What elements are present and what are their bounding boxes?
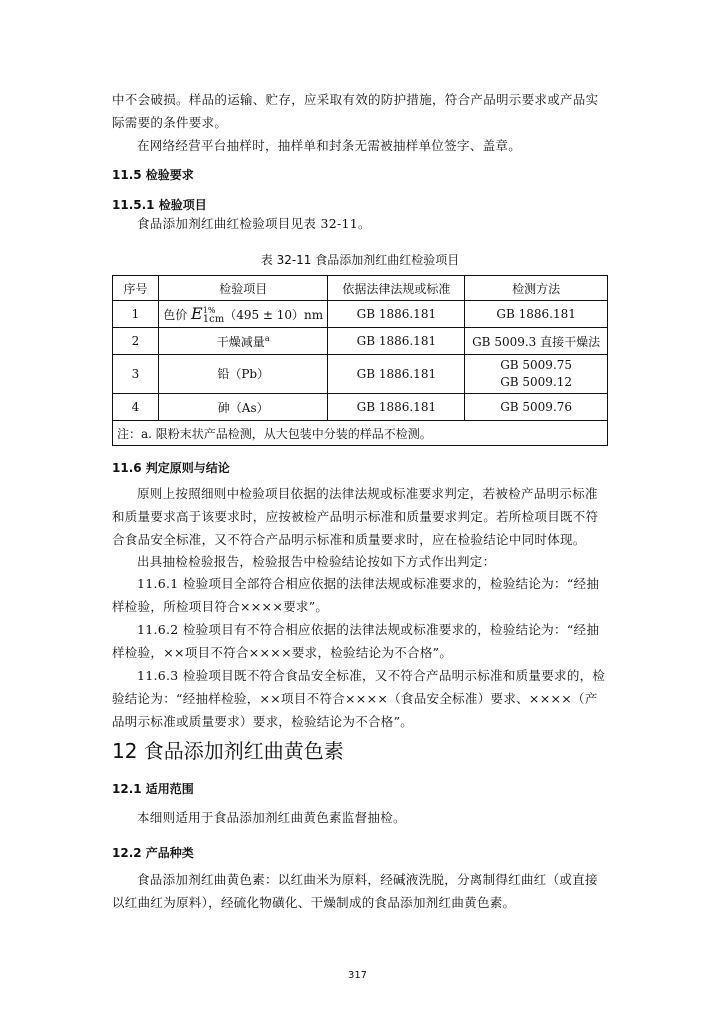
cell-item: 铅（Pb） xyxy=(158,355,328,394)
paragraph-12-1: 本细则适用于食品添加剂红曲黄色素监督抽检。 xyxy=(137,810,406,825)
cell-basis: GB 1886.181 xyxy=(328,301,465,328)
cell-method: GB 5009.3 直接干燥法 xyxy=(465,328,608,355)
item-text: 干燥减量 xyxy=(216,334,265,349)
cell-no: 1 xyxy=(113,301,159,328)
cell-no: 4 xyxy=(113,394,159,421)
table-note: 注：a. 限粉末状产品检测，从大包装中分装的样品不检测。 xyxy=(113,421,608,446)
chapter-heading-12: 12 食品添加剂红曲黄色素 xyxy=(112,739,344,763)
section-heading-11-6: 11.6 判定原则与结论 xyxy=(112,461,230,475)
paragraph-online-sampling: 在网络经营平台抽样时，抽样单和封条无需被抽样单位签字、盖章。 xyxy=(137,138,522,153)
cell-method: GB 1886.181 xyxy=(465,301,608,328)
paragraph-11-6-report: 出具抽检检验报告，检验报告中检验结论按如下方式作出判定： xyxy=(137,554,496,569)
header-item: 检验项目 xyxy=(158,276,328,301)
inspection-items-table xyxy=(112,275,608,446)
method-line-2: GB 5009.12 xyxy=(500,375,573,389)
cell-item xyxy=(158,301,328,328)
cell-basis: GB 1886.181 xyxy=(328,328,465,355)
paragraph-11-6-principle: 原则上按照细则中检验项目依据的法律法规或标准要求判定，若被检产品明示标准和质量要求高于该要求时，应按被检产品明示标准和质量要求判定。若所检项目既不符合食品安全标准，又不符合产品明示标准和质量要求时，应在检验结论中同时体现。 xyxy=(112,486,599,547)
extinction-symbol: E xyxy=(191,303,203,323)
section-heading-11-5: 11.5 检验要求 xyxy=(112,168,194,182)
cell-no: 3 xyxy=(113,355,159,394)
cell-basis: GB 1886.181 xyxy=(328,394,465,421)
paragraph-sampling-storage: 中不会破损。样品的运输、贮存，应采取有效的防护措施，符合产品明示要求或产品实际需要的条件要求。 xyxy=(112,92,599,130)
cell-basis: GB 1886.181 xyxy=(328,355,465,394)
table-note-row xyxy=(113,421,608,446)
color-value-label: 色价 xyxy=(163,307,192,322)
extinction-superscript: 1% xyxy=(202,306,216,316)
cell-no: 2 xyxy=(113,328,159,355)
cell-item xyxy=(158,328,328,355)
table-row xyxy=(113,328,608,355)
paragraph-11-6-2: 11.6.2 检验项目有不符合相应依据的法律法规或标准要求的，检验结论为：“经抽样检验，××项目不符合××××要求，检验结论为不合格”。 xyxy=(112,622,600,660)
header-basis: 依据法律法规或标准 xyxy=(328,276,465,301)
paragraph-11-6-3: 11.6.3 检验项目既不符合食品安全标准，又不符合产品明示标准和质量要求的，检验结论为：“经抽样检验，××项目不符合××××（食品安全标准）要求、××××（产品明示标准或质量要求）要求，检验结论为不合格”。 xyxy=(112,668,606,729)
section-heading-12-2: 12.2 产品种类 xyxy=(112,846,194,860)
table-row xyxy=(113,394,608,421)
header-no: 序号 xyxy=(113,276,159,301)
page-number: 317 xyxy=(347,970,368,981)
method-line-1: GB 5009.75 xyxy=(500,358,573,372)
section-heading-12-1: 12.1 适用范围 xyxy=(112,782,194,796)
table-caption: 表 32-11 食品添加剂红曲红检验项目 xyxy=(260,253,460,267)
extinction-subscript: 1cm xyxy=(202,314,225,326)
cell-method xyxy=(465,355,608,394)
table-row xyxy=(113,355,608,394)
table-row xyxy=(113,301,608,328)
paragraph-11-6-1: 11.6.1 检验项目全部符合相应依据的法律法规或标准要求的，检验结论为：“经抽样检验，所检项目符合××××要求”。 xyxy=(112,576,600,614)
wavelength-text: （495 ± 10）nm xyxy=(224,307,324,322)
cell-method: GB 5009.76 xyxy=(465,394,608,421)
cell-item: 砷（As） xyxy=(158,394,328,421)
footnote-mark: a xyxy=(264,333,270,343)
section-heading-11-5-1: 11.5.1 检验项目 xyxy=(112,198,207,212)
paragraph-11-5-1: 食品添加剂红曲红检验项目见表 32-11。 xyxy=(137,216,371,231)
paragraph-12-2: 食品添加剂红曲黄色素：以红曲米为原料，经碱液洗脱，分离制得红曲红（或直接以红曲红为原料），经硫化物磺化、干燥制成的食品添加剂红曲黄色素。 xyxy=(112,872,598,910)
table-header-row xyxy=(113,276,608,301)
header-method: 检测方法 xyxy=(465,276,608,301)
